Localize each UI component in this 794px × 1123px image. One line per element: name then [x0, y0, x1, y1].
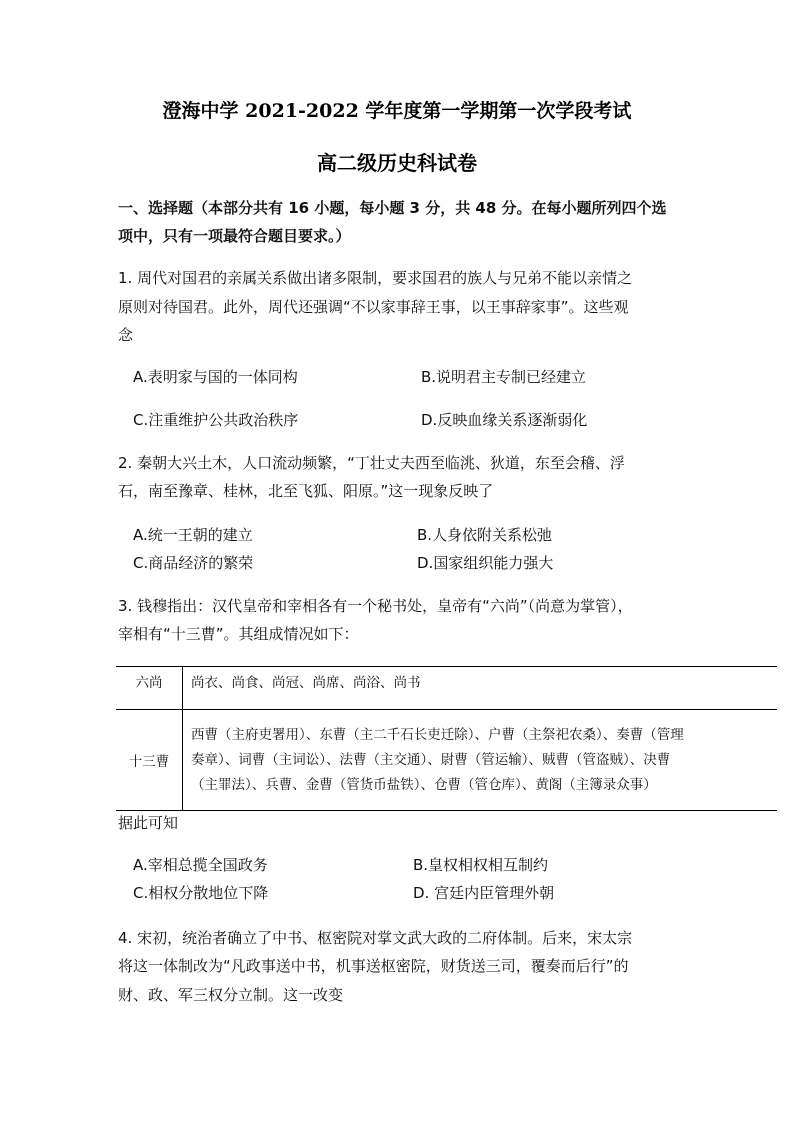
section-instructions-line-2: 项中，只有一项最符合题目要求。）	[118, 227, 351, 245]
table-row-text: 奏章）、词曹（主词讼）、法曹（主交通）、尉曹（管运输）、贼曹（管盗贼）、决曹	[191, 751, 671, 768]
table-row-head: 六尚	[116, 667, 183, 710]
question-3-option-d: D. 宫廷内臣管理外朝	[413, 884, 555, 902]
question-1-option-b: B.说明君主专制已经建立	[421, 368, 587, 386]
table-row	[116, 710, 777, 811]
question-1-line-3: 念	[118, 326, 134, 344]
table-row-text: （主罪法）、兵曹、金曹（管货币盐铁）、仓曹（管仓库）、黄阁（主簿录众事）	[191, 776, 657, 793]
question-3-line-2: 宰相有“十三曹”。其组成情况如下：	[118, 625, 359, 643]
table-row	[116, 667, 777, 710]
table-row-content	[183, 667, 778, 710]
question-2-option-d: D.国家组织能力强大	[417, 554, 554, 572]
question-1-line-2: 原则对待国君。此外，周代还强调“不以家事辞王事，以王事辞家事”。这些观	[118, 298, 629, 316]
exam-title: 澄海中学 2021-2022 学年度第一学期第一次学段考试	[162, 100, 632, 122]
question-3-option-a: A.宰相总揽全国政务	[133, 856, 268, 874]
question-2-line-1: 2. 秦朝大兴土木，人口流动频繁，“丁壮丈夫西至临洮、狄道，东至会稽、浮	[118, 454, 625, 472]
question-1-line-1: 1. 周代对国君的亲属关系做出诸多限制，要求国君的族人与兄弟不能以亲情之	[118, 269, 633, 287]
question-1-option-d: D.反映血缘关系逐渐弱化	[421, 411, 588, 429]
question-2-option-b: B.人身依附关系松弛	[417, 526, 553, 544]
table-row-text: 尚衣、尚食、尚冠、尚席、尚浴、尚书	[191, 675, 421, 691]
section-instructions-line-1: 一、选择题（本部分共有 16 小题，每小题 3 分，共 48 分。在每小题所列四个选	[118, 199, 667, 217]
question-3-option-c: C.相权分散地位下降	[133, 884, 269, 902]
question-2-option-c: C.商品经济的繁荣	[133, 554, 254, 572]
table-row-content	[183, 710, 778, 811]
officials-table	[116, 666, 777, 811]
question-1-option-c: C.注重维护公共政治秩序	[133, 411, 299, 429]
question-2-line-2: 石，南至豫章、桂林，北至飞狐、阳原。”这一现象反映了	[118, 482, 494, 500]
question-3-line-1: 3. 钱穆指出：汉代皇帝和宰相各有一个秘书处，皇帝有“六尚”（尚意为掌管），	[118, 597, 633, 615]
question-3-option-b: B.皇权相权相互制约	[413, 856, 549, 874]
question-4-line-1: 4. 宋初，统治者确立了中书、枢密院对掌文武大政的二府体制。后来，宋太宗	[118, 929, 633, 947]
question-4-line-2: 将这一体制改为“凡政事送中书，机事送枢密院，财货送三司，覆奏而后行”的	[118, 957, 629, 975]
question-1-option-a: A.表明家与国的一体同构	[133, 368, 298, 386]
table-row-text: 西曹（主府吏署用）、东曹（主二千石长吏迁除）、户曹（主祭祀农桑）、奏曹（管理	[191, 726, 684, 743]
question-3-stem-ending: 据此可知	[118, 814, 179, 832]
question-2-option-a: A.统一王朝的建立	[133, 526, 253, 544]
table-row-head: 十三曹	[116, 710, 183, 811]
question-4-line-3: 财、政、军三权分立制。这一改变	[118, 986, 344, 1004]
exam-subtitle: 高二级历史科试卷	[317, 151, 477, 175]
